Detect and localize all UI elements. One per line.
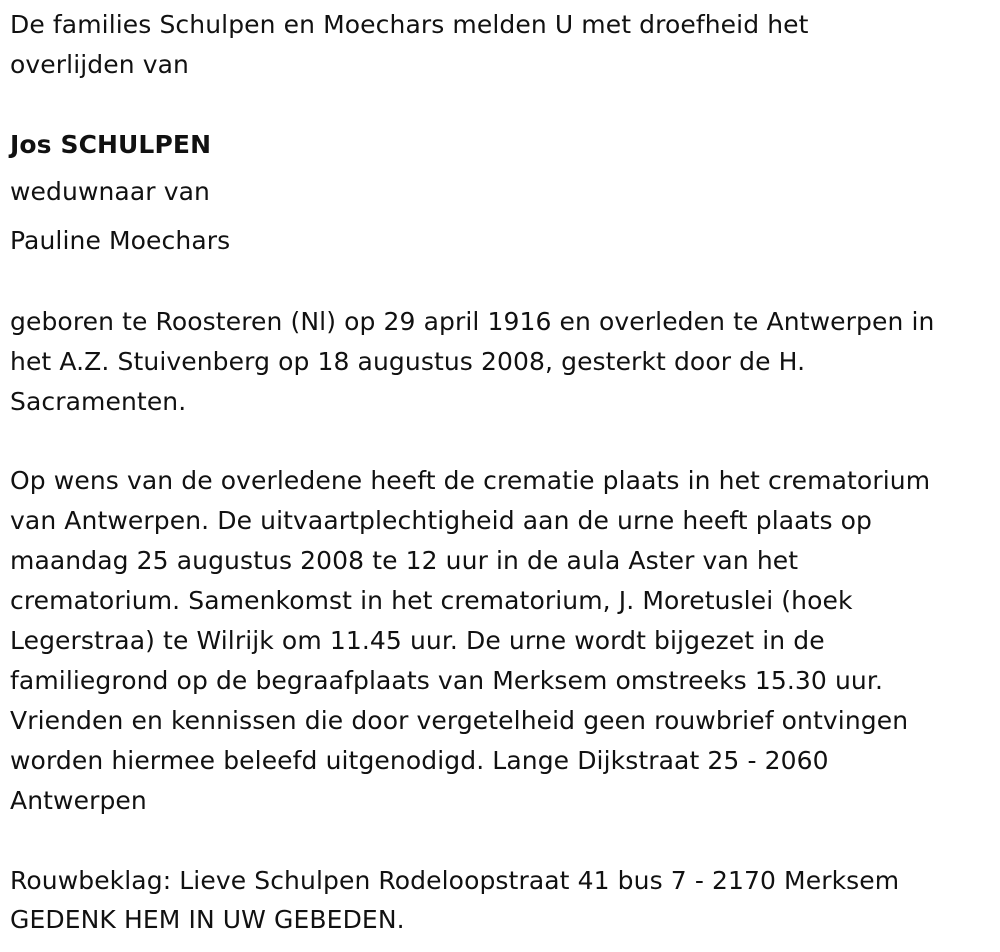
ceremony-line-9: Antwerpen (10, 786, 147, 815)
spouse-name: Pauline Moechars (10, 226, 231, 255)
intro-line-1: De families Schulpen en Moechars melden U met droefheid het (10, 10, 809, 39)
condolence-line: Rouwbeklag: Lieve Schulpen Rodeloopstraat 41 bus 7 - 2170 Merksem (10, 866, 900, 895)
ceremony-line-7: Vrienden en kennissen die door vergetelheid geen rouwbrief ontvingen (10, 706, 909, 735)
birth-death-line-1: geboren te Roosteren (Nl) op 29 april 1916 en overleden te Antwerpen in (10, 307, 935, 336)
birth-death-line-3: Sacramenten. (10, 387, 187, 416)
ceremony-line-4: crematorium. Samenkomst in het crematorium, J. Moretuslei (hoek (10, 586, 853, 615)
birth-death-line-2: het A.Z. Stuivenberg op 18 augustus 2008, gesterkt door de H. (10, 347, 806, 376)
ceremony-line-1: Op wens van de overledene heeft de crematie plaats in het crematorium (10, 466, 931, 495)
ceremony-line-5: Legerstraa) te Wilrijk om 11.45 uur. De urne wordt bijgezet in de (10, 626, 825, 655)
ceremony-line-6: familiegrond op de begraafplaats van Merksem omstreeks 15.30 uur. (10, 666, 883, 695)
ceremony-line-8: worden hiermee beleefd uitgenodigd. Lange Dijkstraat 25 - 2060 (10, 746, 829, 775)
relation-label: weduwnaar van (10, 177, 210, 206)
ceremony-line-2: van Antwerpen. De uitvaartplechtigheid aan de urne heeft plaats op (10, 506, 873, 535)
intro-line-2: overlijden van (10, 50, 189, 79)
deceased-name: Jos SCHULPEN (10, 130, 212, 159)
ceremony-line-3: maandag 25 augustus 2008 te 12 uur in de aula Aster van het (10, 546, 799, 575)
closing-line: GEDENK HEM IN UW GEBEDEN. (10, 905, 405, 934)
